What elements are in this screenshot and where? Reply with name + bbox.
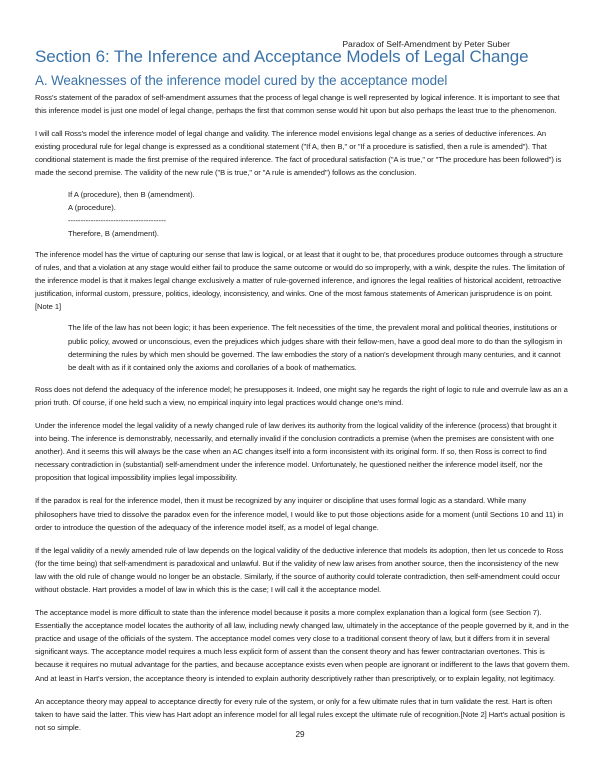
paragraph-text: An acceptance theory may appeal to acceptance directly for every rule of the system, or only for a few ultimate rules that in turn validate the rest. Hart is often taken to have said the latter. This view has Hart adopt an inference model for all legal rules except the ultimate rule of recognition.	[35, 696, 553, 719]
paragraph: If the paradox is real for the inference model, then it must be recognized by any inquirer or discipline that uses formal logic as a standard. While many philosophers have tried to dissolve the paradox even for the inference model, I would like to put those objections aside for a moment (until Sections 10 and 11) in order to introduce the question of the adequacy of the inference model itself, as a model of legal change.	[35, 496, 564, 532]
paragraph	[35, 248, 570, 313]
paragraph: If the legal validity of a newly amended rule of law depends on the logical validity of the deductive inference that models its adoption, then let us concede to Ross (for the time being) that self-amendment is paradoxical and unlawful. But if the validity of new law arises from another source, then the inconsistency of the new law with the old rule of change would no longer be an obstacle. Similarly, if the source of authority could tolerate contradiction, then self-amendment could occur without obstacle. Hart provides a model of law in which this is the case; I will call it the acceptance model.	[35, 545, 564, 594]
paragraph	[35, 695, 570, 734]
paragraph: Ross does not defend the adequacy of the inference model; he presupposes it. Indeed, one might say he regards the right of logic to rule and overrule law as an a priori truth. Of course, if one held such a view, no empirical inquiry into legal practices would change one's mind.	[35, 384, 568, 407]
page-number: 29	[295, 730, 305, 739]
note-1-link[interactable]: [Note 1]	[35, 302, 62, 312]
note-2-link[interactable]: [Note 2]	[460, 709, 487, 719]
paragraph: Under the inference model the legal validity of a newly changed rule of law derives its authority from the logical validity of the inference (process) that brought it into being. The inference is demonstrably, necessarily, and eternally invalid if the conclusion contradicts a premise (when the premises are consistent with one another). And it seems this will always be the case when an AC changes itself into a form inconsistent with its original form. If so, then Ross is correct to find necessary contradiction in (substantial) self-amendment under the inference model. Unfortunately, he questioned neither the inference model itself, nor the proposition that logical impossibility implies legal impossibility.	[35, 420, 557, 483]
subsection-title: A. Weaknesses of the inference model cured by the acceptance model	[35, 73, 448, 88]
paragraph: I will call Ross's model the inference model of legal change and validity. The inference model envisions legal change as a series of deductive inferences. An existing procedural rule for legal change is expressed as a conditional statement ("If A, then B," or "If a procedure is satisfied, then a rule is amended"). That conditional statement is made the first premise of the required inference. The fact of procedural satisfaction ("A is true," or "The procedure has been followed") is made the second premise. The validity of the new rule ("B is true," or "A rule is amended") follows as the conclusion.	[35, 129, 562, 178]
running-header: Paradox of Self-Amendment by Peter Suber	[342, 39, 510, 49]
syllogism-rule-line: ---------------------------------------	[68, 215, 167, 225]
paragraph: The acceptance model is more difficult to state than the inference model because it posits a more complex explanation than a logical form (see Section 7). Essentially the acceptance model locates the authority of all law, including newly changed law, ultimately in the acceptance of the people governed by it, and in the practice and usage of the officials of the system. The acceptance model comes very close to a traditional consent theory of law, but it differs from it in several significant ways. The acceptance model requires a much less explicit form of assent than the consent theory and has fewer contractarian overtones. This is because it requires no mutual advantage for the parties, and because acceptance exists even when people are ignorant or indifferent to the laws that govern them. And at least in Hart's version, the acceptance theory is intended to explain authority descriptively rather than prescriptively, or to explain legality, not legitimacy.	[35, 608, 570, 683]
block-quote: The life of the law has not been logic; it has been experience. The felt necessities of the time, the prevalent moral and political theories, institutions or public policy, avowed or unconscious, even the prejudices which judges share with their fellow-men, have a good deal more to do than the syllogism in determining the rules by which men should be governed. The law embodies the story of a nation's development through many centuries, and it cannot be dealt with as if it contained only the axioms and corollaries of a book of mathematics.	[68, 323, 563, 372]
paragraph-text: Hart's actual position is not so simple.	[35, 709, 565, 732]
syllogism-premise-2: A (procedure).	[68, 202, 116, 212]
paragraph: Ross's statement of the paradox of self-amendment assumes that the process of legal change is well represented by logical inference. It is important to see that this inference model is just one model of legal change, perhaps the first that common sense would hit upon but also perhaps the least true to the phenomenon.	[35, 93, 560, 116]
paragraph-text: The inference model has the virtue of capturing our sense that law is logical, or at least that it ought to be, that procedures produce outcomes through a structure of rules, and that a violation at any stage would either fail to produce the same outcome or would do so improperly, with a wink, despite the rules. The limitation of the inference model is that it makes legal change exclusively a matter of rule-governed inference, and ignores the legal realities of historical accident, retroactive justification, informal custom, pressure, politics, ideology, inconsistency, and winks. One of the most famous statements of American jurisprudence is on point.	[35, 249, 565, 299]
syllogism-conclusion: Therefore, B (amendment).	[68, 228, 160, 238]
section-title: Section 6: The Inference and Acceptance Models of Legal Change	[35, 47, 529, 66]
syllogism-block	[68, 188, 570, 240]
syllogism-premise-1: If A (procedure), then B (amendment).	[68, 189, 195, 199]
page-content	[35, 46, 570, 744]
